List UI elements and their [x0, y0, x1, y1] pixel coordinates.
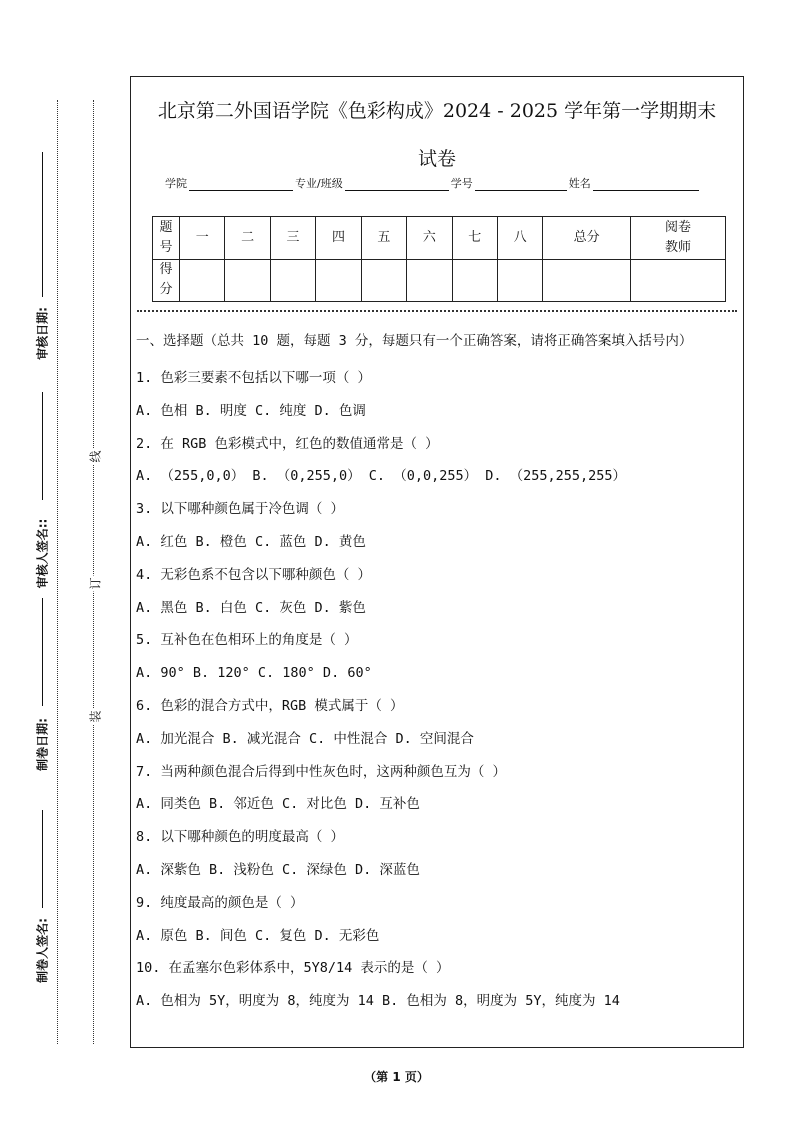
margin-dotted-line-right — [93, 100, 94, 1044]
exam-title-line1: 北京第二外国语学院《色彩构成》2024 - 2025 学年第一学期期末 — [157, 100, 717, 122]
question-line: 5. 互补色在色相环上的角度是（ ） — [136, 632, 358, 649]
score-cell-5[interactable] — [361, 259, 406, 302]
question-line: 7. 当两种颜色混合后得到中性灰色时，这两种颜色互为（ ） — [136, 763, 507, 780]
grader-head: 阅卷 教师 — [631, 217, 726, 260]
col-5: 五 — [361, 217, 406, 260]
margin-dotted-line-left — [57, 100, 58, 1044]
score-cell-total[interactable] — [543, 259, 631, 302]
review-date-label: 审核日期: — [35, 307, 50, 360]
options-line: A. （255,0,0） B. （0,255,0） C. （0,0,255） D. （255,255,255） — [136, 468, 627, 485]
major-class-label: 专业/班级 — [295, 177, 343, 190]
college-label: 学院 — [165, 177, 187, 190]
reviewer-signature-label: 审核人签名:: — [35, 518, 50, 589]
options-line: A. 90° B. 120° C. 180° D. 60° — [136, 665, 372, 682]
score-table-header-row — [153, 217, 726, 260]
binding-char-line: 线 — [88, 450, 103, 463]
col-7: 七 — [452, 217, 497, 260]
score-head: 得 分 — [153, 259, 180, 302]
exam-frame — [130, 76, 744, 1048]
question-line: 3. 以下哪种颜色属于冷色调（ ） — [136, 501, 345, 518]
maker-signature-label: 制卷人签名: — [35, 918, 50, 983]
question-line: 8. 以下哪种颜色的明度最高（ ） — [136, 829, 345, 846]
student-id-blank[interactable] — [475, 178, 567, 191]
options-line: A. 同类色 B. 邻近色 C. 对比色 D. 互补色 — [136, 796, 420, 813]
section-heading: 一、选择题（总共 10 题，每题 3 分，每题只有一个正确答案，请将正确答案填入括号内） — [136, 333, 693, 349]
question-line: 2. 在 RGB 色彩模式中，红色的数值通常是（ ） — [136, 435, 439, 452]
question-number-head: 题 号 — [153, 217, 180, 260]
score-cell-7[interactable] — [452, 259, 497, 302]
exam-title — [131, 87, 743, 183]
col-3: 三 — [270, 217, 315, 260]
col-6: 六 — [407, 217, 452, 260]
score-cell-6[interactable] — [407, 259, 452, 302]
score-cell-8[interactable] — [497, 259, 542, 302]
score-table-score-row — [153, 259, 726, 302]
section-divider — [137, 310, 737, 312]
question-line: 10. 在孟塞尔色彩体系中，5Y8/14 表示的是（ ） — [136, 960, 450, 977]
score-cell-2[interactable] — [225, 259, 270, 302]
options-line: A. 原色 B. 间色 C. 复色 D. 无彩色 — [136, 927, 380, 944]
binding-char-bind: 装 — [88, 710, 103, 723]
options-line: A. 加光混合 B. 减光混合 C. 中性混合 D. 空间混合 — [136, 730, 474, 747]
reviewer-signature-blank — [42, 392, 43, 500]
options-line: A. 黑色 B. 白色 C. 灰色 D. 紫色 — [136, 599, 366, 616]
page-number: （第 1 页） — [364, 1070, 429, 1084]
score-table — [152, 216, 726, 302]
question-line: 4. 无彩色系不包含以下哪种颜色（ ） — [136, 566, 372, 583]
major-class-blank[interactable] — [345, 178, 449, 191]
name-label: 姓名 — [568, 177, 591, 190]
col-4: 四 — [316, 217, 361, 260]
exam-title-line2: 试卷 — [417, 148, 456, 170]
options-line: A. 红色 B. 橙色 C. 蓝色 D. 黄色 — [136, 533, 366, 550]
options-line: A. 色相 B. 明度 C. 纯度 D. 色调 — [136, 402, 366, 419]
options-line: A. 色相为 5Y，明度为 8，纯度为 14 B. 色相为 8，明度为 5Y，纯度为 14 — [136, 993, 620, 1010]
name-blank[interactable] — [593, 178, 699, 191]
student-info-row — [165, 175, 701, 191]
col-1: 一 — [180, 217, 225, 260]
maker-date-label: 制卷日期: — [35, 718, 50, 771]
grader-cell[interactable] — [631, 259, 726, 302]
score-cell-4[interactable] — [316, 259, 361, 302]
options-line: A. 深紫色 B. 浅粉色 C. 深绿色 D. 深蓝色 — [136, 861, 420, 878]
question-line: 9. 纯度最高的颜色是（ ） — [136, 894, 304, 911]
col-total: 总分 — [543, 217, 631, 260]
question-line: 6. 色彩的混合方式中，RGB 模式属于（ ） — [136, 697, 404, 714]
question-line: 1. 色彩三要素不包括以下哪一项（ ） — [136, 370, 372, 386]
col-2: 二 — [225, 217, 270, 260]
college-blank[interactable] — [189, 178, 293, 191]
col-8: 八 — [497, 217, 542, 260]
student-id-label: 学号 — [450, 177, 473, 190]
binding-char-order: 订 — [88, 577, 103, 590]
multiple-choice-section — [136, 330, 740, 1018]
score-cell-3[interactable] — [270, 259, 315, 302]
score-cell-1[interactable] — [180, 259, 225, 302]
